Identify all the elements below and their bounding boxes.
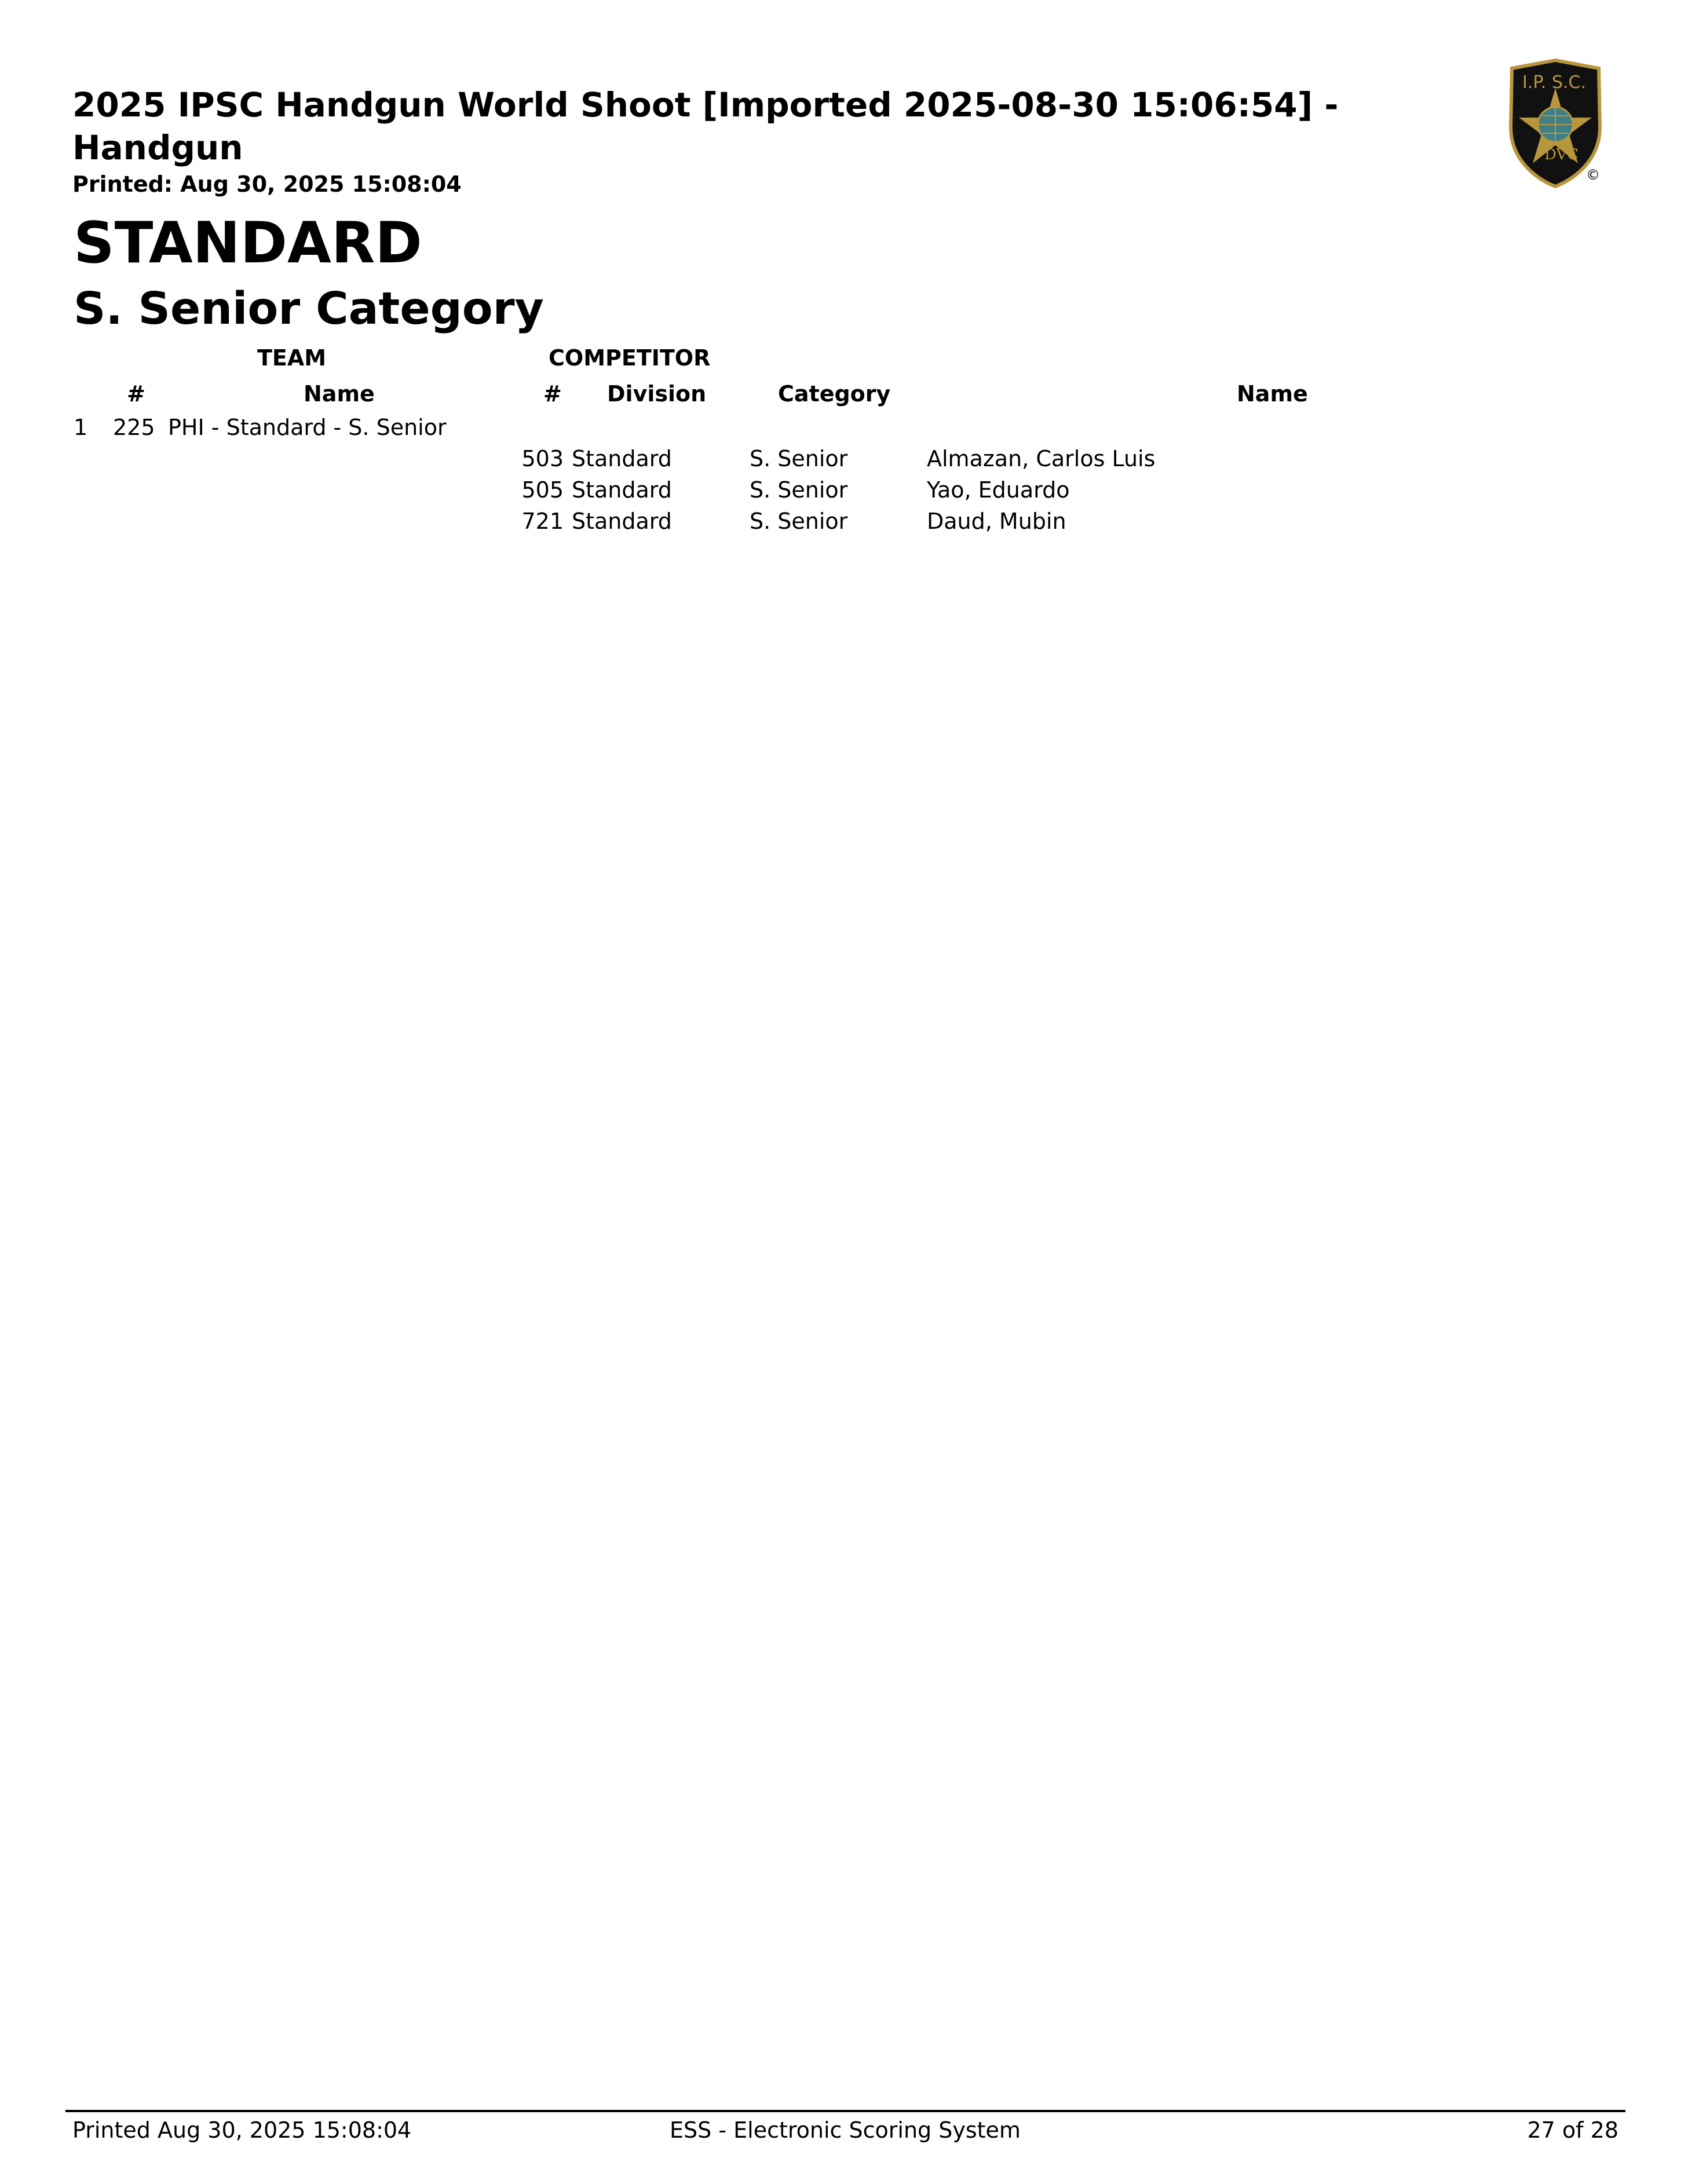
team-number: 225 — [113, 415, 155, 440]
col-division: Division — [607, 381, 707, 407]
category-heading: S. Senior Category — [74, 283, 544, 335]
col-competitor-name: Name — [1237, 381, 1308, 407]
footer-rule — [65, 2110, 1625, 2112]
event-title: 2025 IPSC Handgun World Shoot [Imported 2025-08-30 15:06:54] - Handgun — [72, 85, 1339, 167]
member-name: Daud, Mubin — [927, 508, 1066, 534]
member-name: Yao, Eduardo — [927, 477, 1070, 503]
division-heading: STANDARD — [74, 210, 422, 276]
col-category: Category — [778, 381, 891, 407]
col-team-number: # — [127, 381, 145, 407]
printed-timestamp: Printed: Aug 30, 2025 15:08:04 — [72, 171, 462, 197]
footer-system-name: ESS - Electronic Scoring System — [670, 2117, 1021, 2143]
footer-printed: Printed Aug 30, 2025 15:08:04 — [72, 2117, 412, 2143]
team-name: PHI - Standard - S. Senior — [168, 415, 447, 440]
member-category: S. Senior — [750, 477, 848, 503]
member-category: S. Senior — [750, 508, 848, 534]
competitor-group-header: COMPETITOR — [549, 345, 711, 371]
col-competitor-number: # — [543, 381, 562, 407]
copyright-mark: © — [1586, 167, 1600, 183]
member-name: Almazan, Carlos Luis — [927, 446, 1156, 471]
logo-text-ipsc: I.P. S.C. — [1522, 72, 1586, 93]
member-division: Standard — [572, 446, 672, 471]
member-division: Standard — [572, 508, 672, 534]
team-group-header: TEAM — [257, 345, 327, 371]
logo-monogram: DVC — [1544, 146, 1579, 163]
team-rank: 1 — [74, 415, 88, 440]
footer-page-number: 27 of 28 — [1527, 2117, 1618, 2143]
member-category: S. Senior — [750, 446, 848, 471]
member-number: 505 — [521, 477, 564, 503]
member-number: 721 — [521, 508, 564, 534]
ipsc-shield-logo — [1500, 58, 1610, 188]
col-team-name: Name — [304, 381, 375, 407]
member-number: 503 — [521, 446, 564, 471]
member-division: Standard — [572, 477, 672, 503]
